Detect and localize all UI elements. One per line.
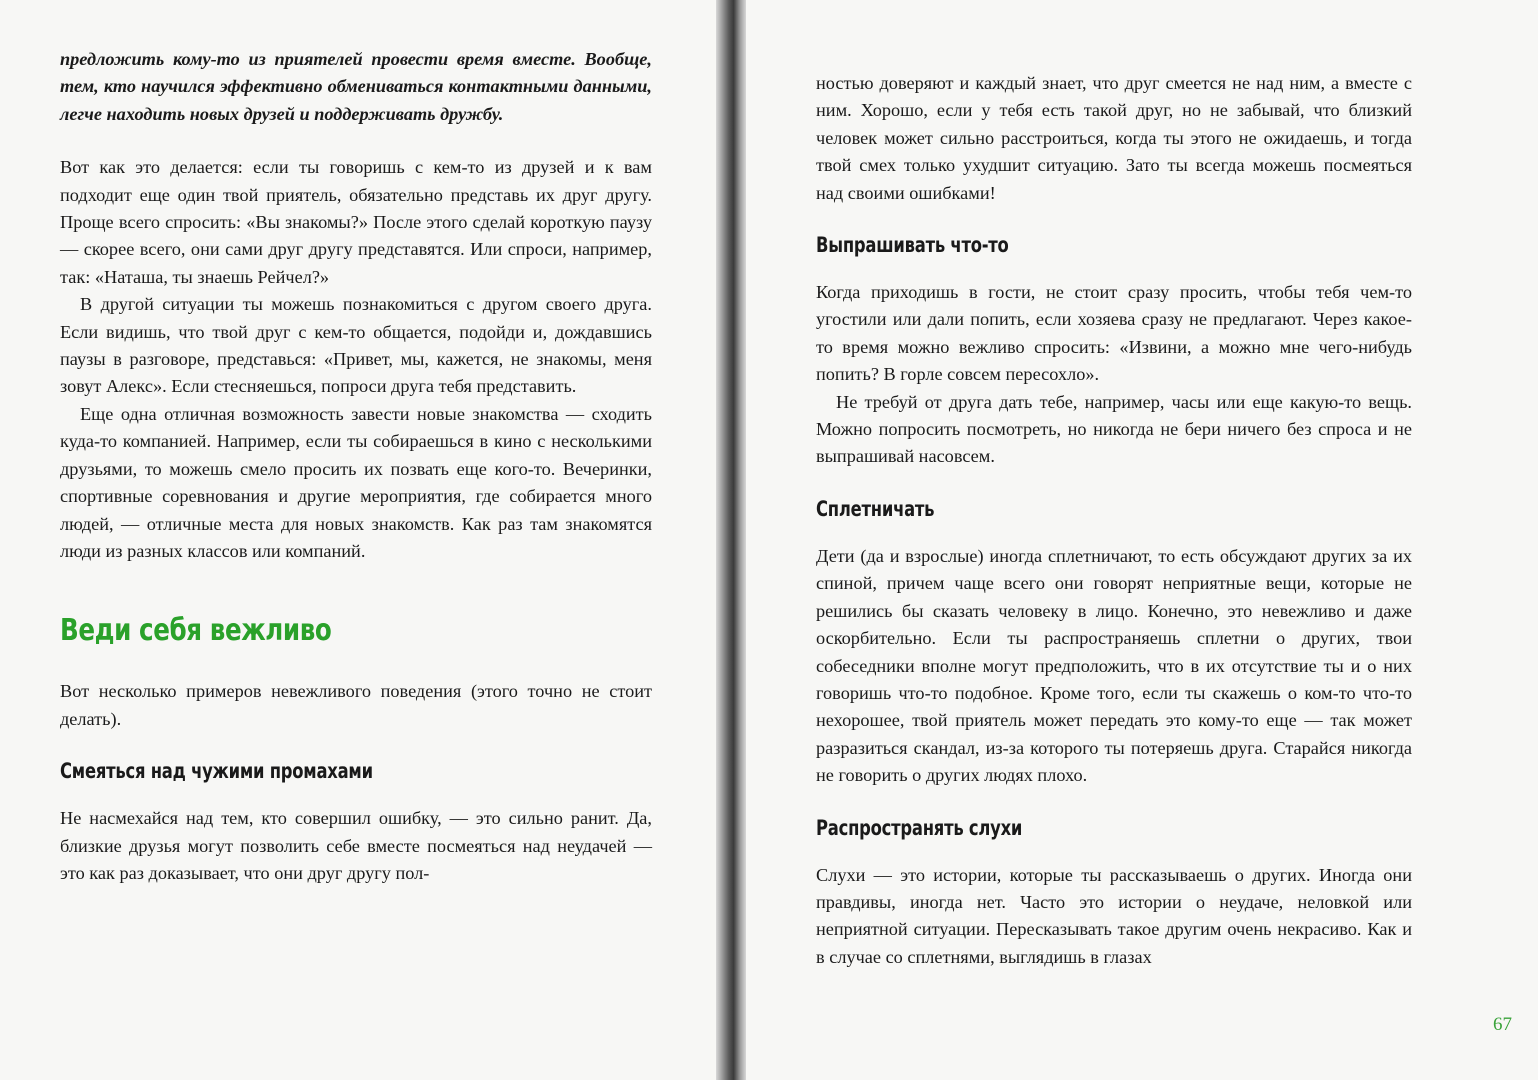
left-text-column bbox=[60, 46, 652, 887]
right-page bbox=[746, 0, 1538, 1080]
paragraph: Вот как это делается: если ты говоришь с кем-то из друзей и к вам подходит еще один твой приятель, обязательно представь их друг другу. Проще всего спросить: «Вы знакомы?» После этого сделай короткую паузу — скорее всего, они сами друг другу представятся. Или спроси, например, так: «Наташа, ты знаешь Рейчел?» bbox=[60, 157, 652, 287]
paragraph: Не насмехайся над тем, кто совершил ошибку, — это сильно ранит. Да, близкие друзья могут позволить себе вместе посмеяться над неудачей — это как раз доказывает, что они друг другу пол- bbox=[60, 808, 652, 883]
paragraph: Еще одна отличная возможность завести новые знакомства — сходить куда-то компанией. Например, если ты собираешься в кино с несколькими друзьями, то можешь смело просить их позвать еще кого-то. Вечеринки, спортивные соревнования и другие мероприятия, где собирается много людей, — отличные места для новых знакомств. Как раз там знакомятся люди из разных классов или компаний. bbox=[60, 403, 652, 561]
right-text-column bbox=[816, 70, 1412, 971]
subheading: Распространять слухи bbox=[816, 815, 1023, 840]
book-gutter bbox=[716, 0, 748, 1080]
paragraph: Когда приходишь в гости, не стоит сразу просить, чтобы тебя чем-то угостили или дали попить, если хозяева сразу не предлагают. Через какое-то время можно вежливо спросить: «Извини, а можно мне чего-нибудь попить? В горле совсем пересохло». bbox=[816, 282, 1412, 385]
subheading: Выпрашивать что-то bbox=[816, 233, 1009, 258]
paragraph: Не требуй от друга дать тебе, например, часы или еще какую-то вещь. Можно попросить посмотреть, но никогда не бери ничего без спроса и не выпрашивай насовсем. bbox=[816, 391, 1412, 467]
lead-paragraph: предложить кому-то из приятелей провести время вместе. Вообще, тем, кто научился эффективно обмениваться контактными данными, легче находить новых друзей и поддерживать дружбу. bbox=[60, 49, 652, 124]
continuation-paragraph: ностью доверяют и каждый знает, что друг смеется не над ним, а вместе с ним. Хорошо, если у тебя есть такой друг, но не забывай, что близкий человек может сильно расстроиться, когда ты этого не ожидаешь, и тогда твой смех только ухудшит ситуацию. Зато ты всегда можешь посмеяться над своими ошибками! bbox=[816, 73, 1412, 203]
section-intro: Вот несколько примеров невежливого поведения (этого точно не стоит делать). bbox=[60, 681, 652, 729]
paragraph: В другой ситуации ты можешь познакомиться с другом своего друга. Если видишь, что твой друг с кем-то общается, подойди и, дождавшись паузы в разговоре, представься: «Привет, мы, кажется, не знакомы, меня зовут Алекс». Если стесняешься, попроси друга тебя представить. bbox=[60, 294, 652, 397]
paragraph: Дети (да и взрослые) иногда сплетничают, то есть обсуждают других за их спиной, причем чаще всего они говорят неприятные вещи, которые не решились бы сказать человеку в лицо. Конечно, это невежливо и даже оскорбительно. Если ты распространяешь сплетни о других, твои собеседники вполне могут предположить, что в их отсутствие ты и о них говоришь что-то подобное. Кроме того, если ты скажешь о ком-то что-то нехорошее, твой приятель может передать это кому-то еще — так может разразиться скандал, из-за которого ты потеряешь друга. Старайся никогда не говорить о других людях плохо. bbox=[816, 545, 1412, 786]
left-page bbox=[0, 0, 718, 1080]
subheading: Смеяться над чужими промахами bbox=[60, 759, 373, 784]
section-heading: Веди себя вежливо bbox=[60, 613, 332, 649]
page-number: 67 bbox=[1493, 1014, 1512, 1035]
paragraph: Слухи — это истории, которые ты рассказываешь о других. Иногда они правдивы, иногда нет. Часто это истории о неудаче, неловкой или неприятной ситуации. Пересказывать такое другим очень некрасиво. Как и в случае со сплетнями, выглядишь в глазах bbox=[816, 864, 1412, 967]
subheading: Сплетничать bbox=[816, 496, 935, 521]
